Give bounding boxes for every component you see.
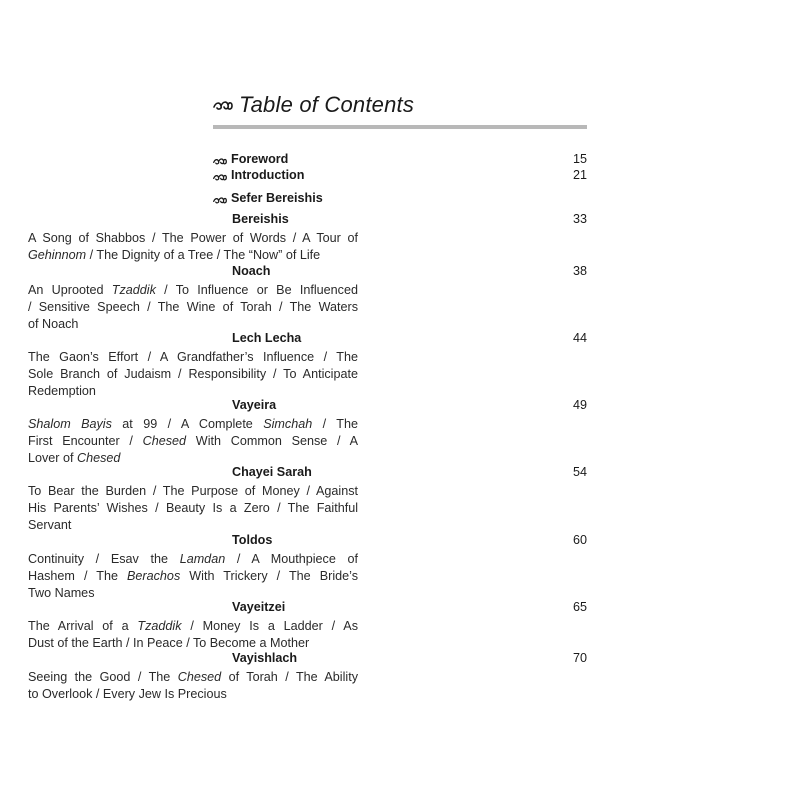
description-line: to Overlook / Every Jew Is Precious — [28, 686, 227, 701]
chapter-title: Lech Lecha — [232, 331, 302, 345]
toc-page-number: 21 — [572, 168, 587, 182]
ornament-icon — [213, 170, 227, 186]
chapter-description — [28, 483, 358, 534]
chapter-description — [28, 349, 358, 400]
section-label: Sefer Bereishis — [231, 191, 323, 205]
toc-entry-label: Introduction — [231, 168, 305, 182]
description-line: To Bear the Burden / The Purpose of Money / Against — [28, 484, 358, 498]
description-line: The Arrival of a Tzaddik / Money Is a Ladder / As — [28, 619, 358, 633]
description-line: / Sensitive Speech / The Wine of Torah / The Waters — [28, 299, 358, 314]
description-line: The Gaon’s Effort / A Grandfather’s Influence / The — [28, 350, 358, 364]
description-line: of Noach — [28, 316, 79, 331]
chapter-description — [28, 618, 358, 652]
description-line: Lover of Chesed — [28, 450, 121, 465]
description-line: A Song of Shabbos / The Power of Words / A Tour of — [28, 231, 358, 245]
description-line: An Uprooted Tzaddik / To Influence or Be Influenced — [28, 283, 358, 297]
toc-page-number: 44 — [572, 331, 587, 345]
ornament-icon — [213, 98, 233, 112]
toc-page-number: 15 — [572, 152, 587, 166]
toc-page-number: 38 — [572, 264, 587, 278]
description-line: Continuity / Esav the Lamdan / A Mouthpiece of — [28, 552, 358, 566]
title-rule — [213, 125, 587, 129]
description-line: Two Names — [28, 585, 95, 600]
description-line: Seeing the Good / The Chesed of Torah / The Ability — [28, 670, 358, 684]
toc-entry-label: Foreword — [231, 152, 289, 166]
description-line: Dust of the Earth / In Peace / To Become a Mother — [28, 635, 310, 650]
toc-header — [213, 92, 414, 118]
chapter-title: Vayeitzei — [232, 600, 286, 614]
description-line: Servant — [28, 517, 72, 532]
toc-page-number: 60 — [572, 533, 587, 547]
chapter-description — [28, 669, 358, 703]
chapter-title: Vayeira — [232, 398, 277, 412]
page-title: Table of Contents — [239, 92, 415, 117]
description-line: Shalom Bayis at 99 / A Complete Simchah / The — [28, 417, 358, 431]
toc-page-number: 65 — [572, 600, 587, 614]
description-line: First Encounter / Chesed With Common Sense / A — [28, 433, 358, 448]
description-line: Gehinnom / The Dignity of a Tree / The “Now” of Life — [28, 247, 321, 262]
chapter-title: Noach — [232, 264, 271, 278]
chapter-title: Chayei Sarah — [232, 465, 312, 479]
ornament-icon — [213, 193, 227, 209]
chapter-title: Vayishlach — [232, 651, 298, 665]
description-line: His Parents’ Wishes / Beauty Is a Zero / The Faithful — [28, 500, 358, 515]
chapter-description — [28, 551, 358, 602]
toc-page-number: 49 — [572, 398, 587, 412]
chapter-title: Bereishis — [232, 212, 289, 226]
ornament-icon — [213, 154, 227, 170]
chapter-description — [28, 282, 358, 333]
chapter-description — [28, 416, 358, 467]
description-line: Sole Branch of Judaism / Responsibility / To Anticipate — [28, 366, 358, 381]
toc-page-number: 54 — [572, 465, 587, 479]
toc-page-number: 70 — [572, 651, 587, 665]
description-line: Hashem / The Berachos With Trickery / The Bride’s — [28, 568, 359, 583]
chapter-description — [28, 230, 358, 264]
toc-page-number: 33 — [572, 212, 587, 226]
description-line: Redemption — [28, 383, 96, 398]
chapter-title: Toldos — [232, 533, 273, 547]
